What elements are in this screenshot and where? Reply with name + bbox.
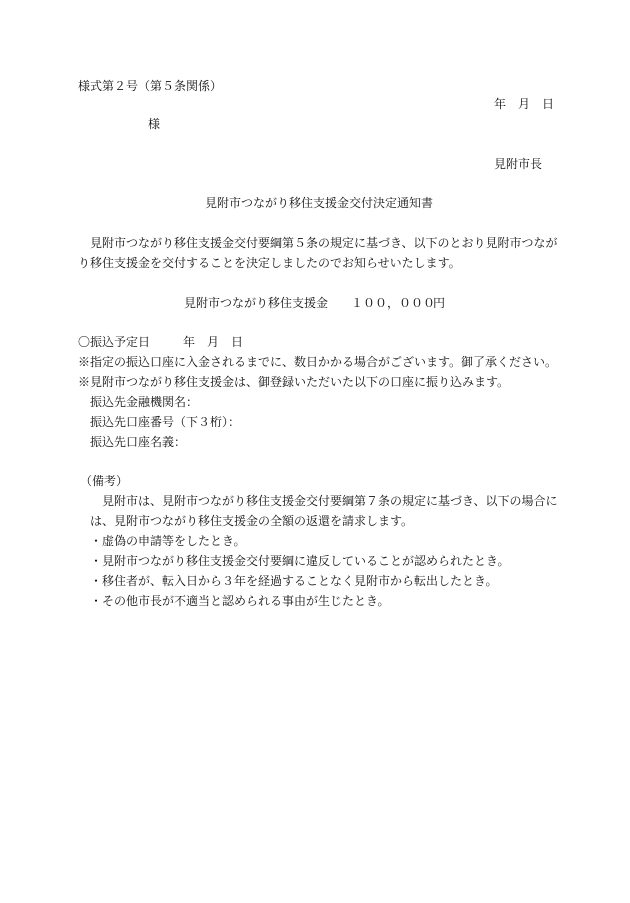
transfer-date-value: 年 月 日 [183, 335, 244, 349]
body-line: り移住支援金を交付することを決定しましたのでお知らせいたします。 [78, 256, 461, 270]
body-line: 見附市つながり移住支援金交付要綱第５条の規定に基づき、以下のとおり見附市つなが [78, 236, 558, 250]
amount-label: 見附市つながり移住支援金 [184, 296, 329, 310]
remarks-item: ・移住者が、転入日から３年を経過することなく見附市から転出したとき。 [90, 574, 498, 588]
remarks-item: ・その他市長が不適当と認められる事由が生じたとき。 [90, 594, 390, 608]
bank-name-field: 振込先金融機関名： [90, 395, 199, 409]
remarks-item: ・見附市つながり移住支援金交付要綱に違反していることが認められたとき。 [90, 554, 510, 568]
sender-name: 見附市長 [494, 157, 543, 171]
account-number-field: 振込先口座番号（下３桁）： [90, 415, 241, 429]
amount-unit: 円 [433, 296, 446, 310]
document-title: 見附市つながり移住支援金交付決定通知書 [205, 196, 434, 210]
account-holder-field: 振込先口座名義： [90, 435, 187, 449]
form-number: 様式第２号（第５条関係） [78, 79, 223, 93]
issue-date: 年 月 日 [494, 97, 555, 111]
transfer-note: ※指定の振込口座に入金されるまでに、数日かかる場合がございます。御了承ください。 [78, 355, 558, 369]
transfer-note: ※見附市つながり移住支援金は、御登録いただいた以下の口座に振り込みます。 [78, 375, 510, 389]
amount-value: １００，０００ [351, 296, 436, 310]
remarks-item: ・虚偽の申請等をしたとき。 [90, 534, 246, 548]
remarks-text: 見附市は、見附市つながり移住支援金交付要綱第７条の規定に基づき、以下の場合に [90, 494, 558, 508]
transfer-date-label: 〇振込予定日 [78, 335, 151, 349]
recipient-honorific: 様 [148, 117, 161, 131]
remarks-text: は、見附市つながり移住支援金の全額の返還を請求します。 [90, 514, 414, 528]
remarks-heading: （備考） [80, 474, 129, 488]
